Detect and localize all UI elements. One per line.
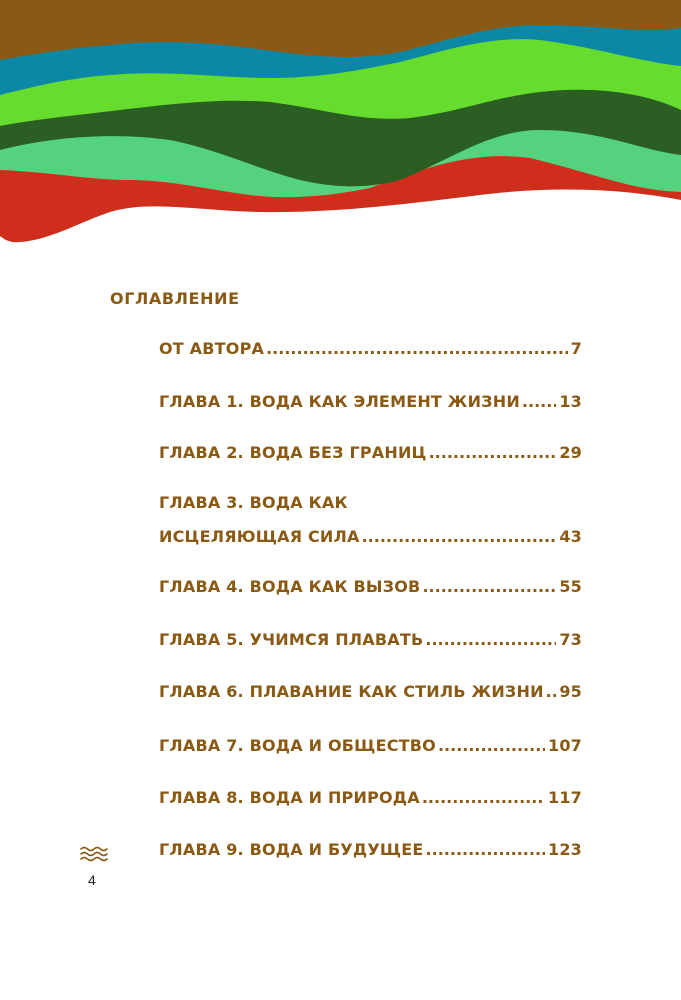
toc-entry-page: 123 [548, 840, 582, 859]
waves-icon-line [81, 853, 107, 856]
toc-heading: ОГЛАВЛЕНИЕ [110, 289, 240, 308]
toc-entry-chapter-1[interactable] [159, 392, 582, 412]
toc-dot-leader [522, 392, 556, 412]
toc-dot-leader [426, 840, 545, 860]
toc-entry-title: ГЛАВА 9. ВОДА И БУДУЩЕЕ [159, 840, 424, 859]
toc-dot-leader [429, 443, 557, 463]
toc-entry-chapter-5[interactable] [159, 630, 582, 650]
waves-icon [79, 845, 109, 863]
toc-dot-leader [422, 788, 545, 808]
toc-dot-leader [438, 736, 545, 756]
toc-entry-title: ГЛАВА 1. ВОДА КАК ЭЛЕМЕНТ ЖИЗНИ [159, 392, 520, 411]
toc-entry-page: 95 [559, 682, 582, 701]
toc-entry-title: ГЛАВА 8. ВОДА И ПРИРОДА [159, 788, 420, 807]
waves-icon-line [81, 858, 107, 861]
toc-entry-page: 55 [559, 577, 582, 596]
toc-entry-page: 43 [559, 527, 582, 546]
toc-entry-chapter-2[interactable] [159, 443, 582, 463]
page-number: 4 [88, 872, 96, 888]
toc-entry-title-line1: ГЛАВА 3. ВОДА КАК [159, 493, 348, 512]
toc-entry-title: ОТ АВТОРА [159, 339, 265, 358]
toc-entry-title: ГЛАВА 2. ВОДА БЕЗ ГРАНИЦ [159, 443, 427, 462]
toc-entry-chapter-7[interactable] [159, 736, 582, 756]
toc-entry-chapter-8[interactable] [159, 788, 582, 808]
toc-entry-title: ГЛАВА 6. ПЛАВАНИЕ КАК СТИЛЬ ЖИЗНИ [159, 682, 544, 701]
toc-entry-title: ГЛАВА 4. ВОДА КАК ВЫЗОВ [159, 577, 421, 596]
toc-entry-page: 107 [548, 736, 582, 755]
toc-entry-page: 29 [559, 443, 582, 462]
toc-entry-chapter-6[interactable] [159, 682, 582, 702]
toc-dot-leader [422, 577, 556, 597]
toc-dot-leader [362, 527, 557, 547]
toc-dot-leader [425, 630, 556, 650]
toc-dot-leader [266, 339, 568, 359]
toc-entry-title: ГЛАВА 7. ВОДА И ОБЩЕСТВО [159, 736, 436, 755]
toc-entry-title: ИСЦЕЛЯЮЩАЯ СИЛА [159, 527, 360, 546]
toc-entry-chapter-3[interactable] [159, 493, 582, 547]
toc-entry-page: 7 [570, 339, 582, 358]
toc-dot-leader [546, 682, 557, 702]
toc-entry-page: 73 [559, 630, 582, 649]
waves-icon-line [81, 848, 107, 851]
toc-entry-chapter-4[interactable] [159, 577, 582, 597]
toc-entry-title: ГЛАВА 5. УЧИМСЯ ПЛАВАТЬ [159, 630, 424, 649]
header-waves-decoration [0, 0, 681, 250]
toc-entry-page: 13 [559, 392, 582, 411]
toc-entry-page: 117 [548, 788, 582, 807]
toc-entry-author[interactable] [159, 339, 582, 359]
toc-entry-chapter-9[interactable] [159, 840, 582, 860]
